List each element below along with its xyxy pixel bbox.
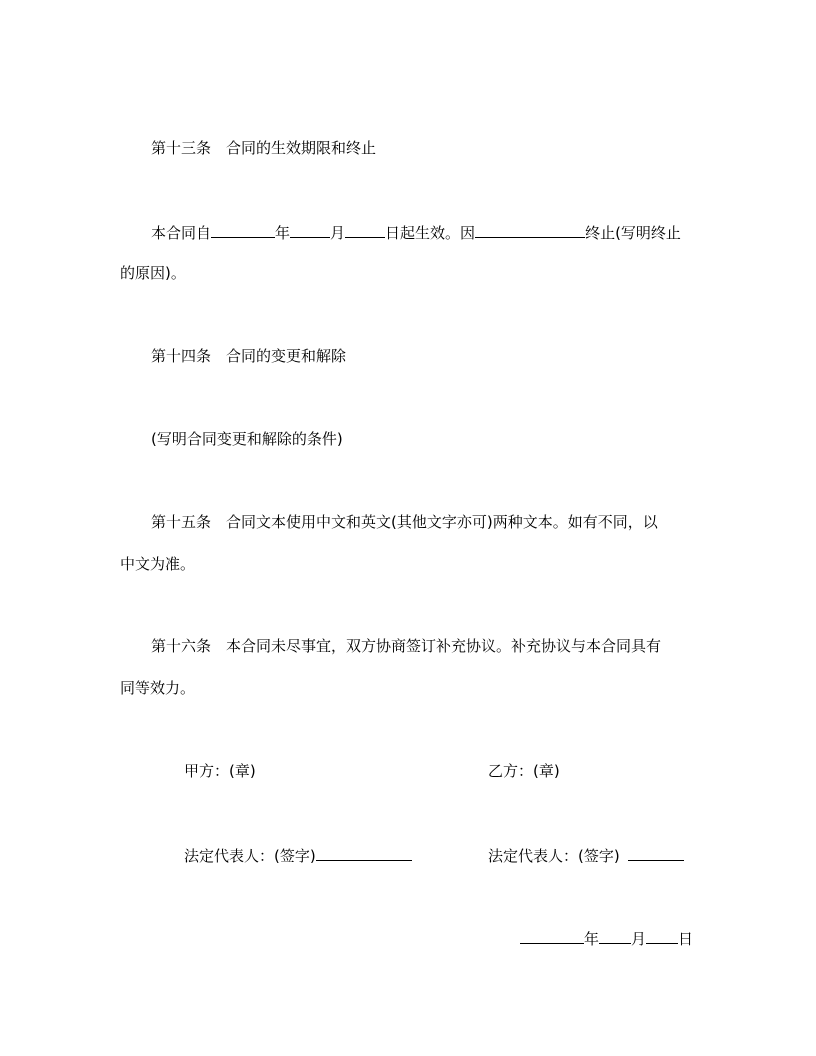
article-13-body-cont: 的原因)。: [120, 264, 186, 282]
article-13-heading: [151, 138, 376, 158]
article-14-note: (写明合同变更和解除的条件): [151, 430, 343, 448]
party-a-seal: 甲方：(章): [184, 762, 256, 780]
date-day-label: 日: [678, 930, 694, 948]
rep-b-signature-blank: [628, 844, 684, 861]
blank-reason: [475, 221, 585, 238]
blank-month: [290, 221, 330, 238]
body-text: 本合同自: [151, 224, 212, 242]
signing-date: [520, 927, 693, 949]
body-text: 日起生效。因: [385, 224, 476, 242]
rep-b-label: 法定代表人：(签字): [488, 847, 620, 865]
article-15-text: 合同文本使用中文和英文(其他文字亦可)两种文本。如有不同，以: [226, 513, 658, 531]
article-15-number: 第十五条: [151, 513, 212, 531]
date-year-label: 年: [584, 930, 600, 948]
blank-year: [211, 221, 275, 238]
rep-a-signature-blank: [316, 844, 412, 861]
date-month-blank: [599, 927, 631, 944]
article-13-number: 第十三条: [151, 139, 212, 157]
date-month-label: 月: [631, 930, 647, 948]
date-day-blank: [646, 927, 678, 944]
article-14-heading: [151, 346, 346, 366]
body-text: 月: [330, 224, 346, 242]
article-15-body-cont: 中文为准。: [120, 555, 196, 573]
rep-a-label: 法定代表人：(签字): [184, 847, 316, 865]
body-text: 终止(写明终止: [585, 224, 681, 242]
article-14-number: 第十四条: [151, 347, 212, 365]
article-14-title: 合同的变更和解除: [226, 347, 347, 365]
article-16-body-cont: 同等效力。: [120, 679, 196, 697]
article-16-text: 本合同未尽事宜，双方协商签订补充协议。补充协议与本合同具有: [226, 637, 662, 655]
body-text: 年: [275, 224, 291, 242]
article-13-title: 合同的生效期限和终止: [226, 139, 377, 157]
party-b-representative: [488, 844, 684, 866]
party-a-representative: [184, 844, 412, 866]
article-16-body: [151, 636, 661, 656]
article-15-body: [151, 512, 658, 532]
blank-day: [345, 221, 385, 238]
party-b-seal: 乙方：(章): [488, 762, 560, 780]
article-16-number: 第十六条: [151, 637, 212, 655]
article-13-body: [151, 221, 681, 243]
date-year-blank: [520, 927, 584, 944]
